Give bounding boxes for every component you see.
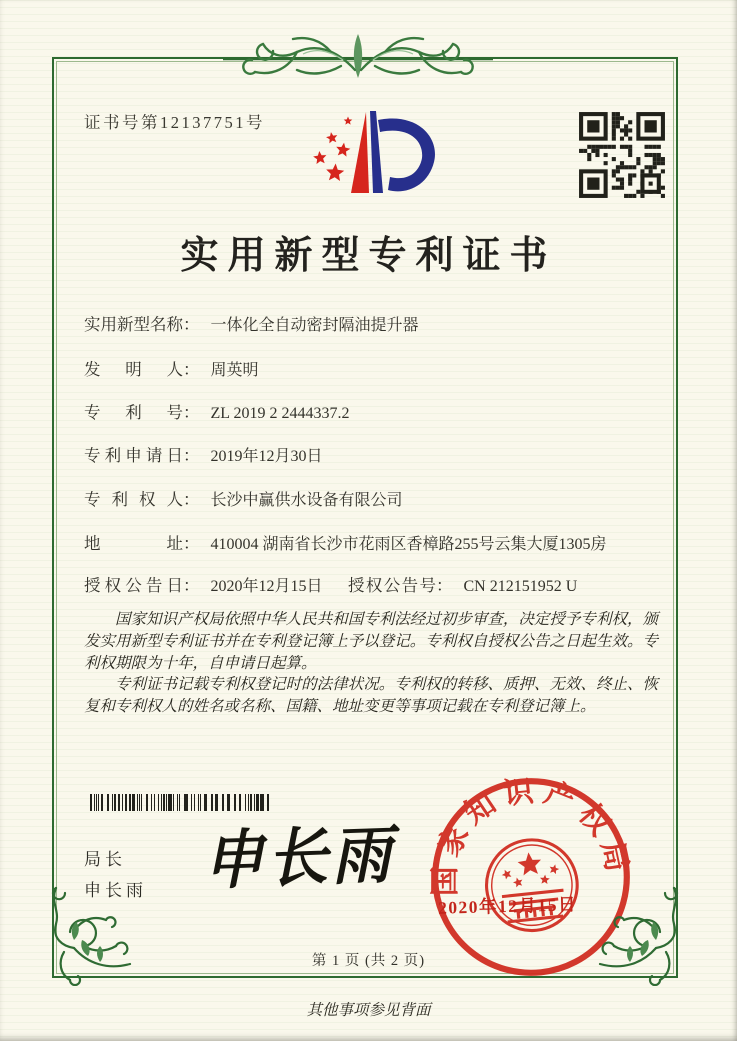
signer-name: 申长雨 (84, 881, 147, 900)
body-paragraph-2: 专利证书记载专利权登记时的法律状况。专利权的转移、质押、无效、终止、恢复和专利权人的姓名或名称、国籍、地址变更等事项记载在专利登记簿上。 (84, 676, 658, 716)
field-address-label: 地址 (84, 534, 183, 553)
field-row-name: 实用新型名称： 一体化全自动密封隔油提升器 (84, 311, 649, 335)
certificate-title: 实用新型专利证书 (180, 235, 557, 277)
field-patentee-label: 专利权人 (84, 490, 183, 509)
field-row-patent-no: 专利号： ZL 2019 2 2444337.2 (84, 399, 649, 423)
field-row-inventor: 发明人： 周英明 (84, 356, 649, 380)
field-inventor-value: 周英明 (210, 362, 259, 379)
national-emblem-icon (482, 835, 582, 935)
field-grant-no-label: 授权公告号 (348, 576, 436, 595)
corner-ornament-left-icon (30, 882, 134, 986)
field-patent-no-value: ZL 2019 2 2444337.2 (210, 405, 350, 422)
body-paragraph-1: 国家知识产权局依照中华人民共和国专利法经过初步审查，决定授予专利权，颁发实用新型专利证书并在专利登记簿上予以登记。专利权自授权公告之日起生效。专利权期限为十年，自申请日起算。 (84, 611, 658, 672)
field-filing-date-label: 专利申请日 (84, 446, 183, 465)
page-number: 第 1 页 (共 2 页) (311, 953, 426, 969)
legal-body-text (84, 609, 658, 718)
field-address-value: 410004 湖南省长沙市花雨区香樟路255号云集大厦1305房 (210, 536, 607, 553)
certificate-number: 证书号第12137751号 (84, 113, 265, 132)
field-row-address: 地址： 410004 湖南省长沙市花雨区香樟路255号云集大厦1305房 (84, 530, 649, 554)
director-signature: 申长雨 (202, 820, 397, 897)
cnipa-logo-icon (296, 100, 446, 208)
field-name-label: 实用新型名称 (84, 315, 183, 334)
field-row-grant: 授权公告日： 2020年12月15日 授权公告号： CN 212151952 U (84, 572, 649, 596)
svg-text:国家知识产权局 (418, 765, 635, 899)
field-name-value: 一体化全自动密封隔油提升器 (210, 317, 419, 334)
seal-date: 2020年12月15日 (437, 894, 578, 918)
field-grant-date-label: 授权公告日 (84, 576, 183, 595)
seal-agency-text: 国家知识产权局 (428, 774, 635, 897)
field-grant-no-value: CN 212151952 U (463, 578, 578, 595)
field-filing-date-value: 2019年12月30日 (210, 448, 323, 465)
signer-title: 局长 (84, 850, 126, 869)
field-patentee-value: 长沙中赢供水设备有限公司 (210, 492, 403, 509)
top-flourish-ornament-icon (223, 26, 493, 90)
field-patent-no-label: 专利号 (84, 403, 183, 422)
corner-ornament-right-icon (596, 882, 700, 986)
field-inventor-label: 发明人 (84, 360, 183, 379)
field-grant-date-value: 2020年12月15日 (210, 578, 323, 595)
back-note: 其他事项参见背面 (306, 1002, 431, 1019)
field-row-patentee: 专利权人： 长沙中赢供水设备有限公司 (84, 486, 649, 510)
qr-code (577, 110, 667, 200)
field-row-filing-date: 专利申请日： 2019年12月30日 (84, 442, 649, 466)
